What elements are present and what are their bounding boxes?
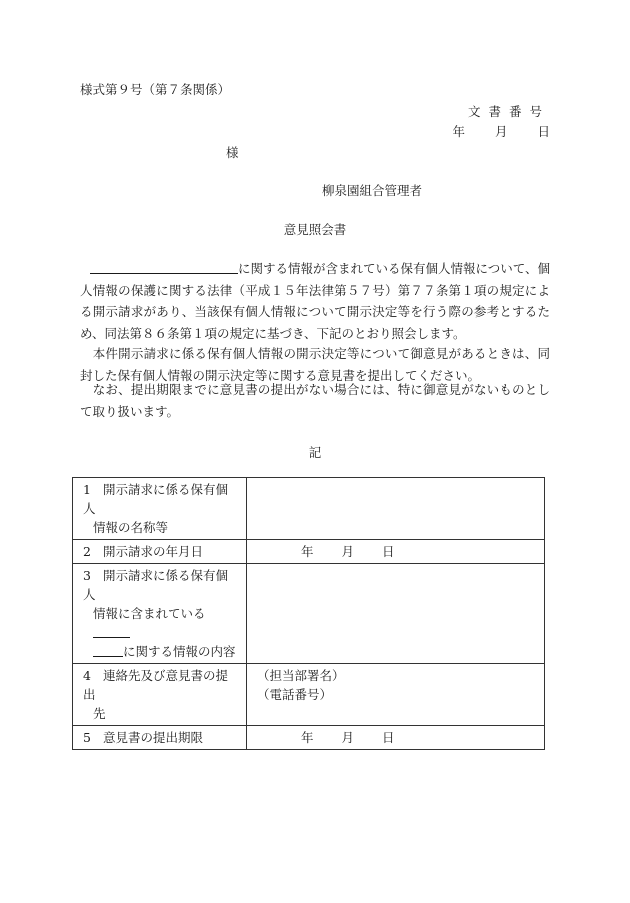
paragraph-1-text: に関する情報が含まれている保有個人情報について、個人情報の保護に関する法律（平成１５年法律第５７号）第７７条第１項の規定による開示請求があり、当該保有個人情報について開示決定等を行う際の参考とするため、同法第８６条第１項の規定に基づき、下記のとおり照会します。: [80, 261, 551, 341]
table-row: [73, 478, 545, 540]
row2-value: 年 月 日: [247, 540, 545, 564]
table-row: [73, 664, 545, 726]
row1-label: 1 開示請求に係る保有個人 情報の名称等: [73, 478, 247, 540]
row2-label: 2 開示請求の年月日: [73, 540, 247, 564]
paragraph-3: [80, 379, 550, 422]
document-number: 文書番号: [467, 104, 550, 119]
row5-label: 5 意見書の提出期限: [73, 726, 247, 750]
row1-value: [247, 478, 545, 540]
table-row: [73, 564, 545, 664]
table-row: [73, 540, 545, 564]
blank-line: [93, 624, 130, 638]
document-title: 意見照会書: [283, 222, 347, 237]
ki-heading: 記: [308, 445, 322, 460]
addressee: 様: [226, 145, 239, 160]
items-table: [72, 477, 545, 750]
form-number: 様式第９号（第７条関係）: [80, 82, 231, 97]
table-row: [73, 726, 545, 750]
paragraph-1: [80, 258, 550, 344]
blank-line: [90, 260, 238, 274]
paragraph-2-text: 本件開示請求に係る保有個人情報の開示決定等について御意見があるときは、同封した保有個人情報の開示決定等に関する意見書を提出してください。: [80, 346, 550, 383]
row3-value: [247, 564, 545, 664]
issue-date: [452, 122, 550, 140]
row4-label: 4 連絡先及び意見書の提出 先: [73, 664, 247, 726]
date-day: 日: [537, 124, 550, 139]
row4-value: （担当部署名） （電話番号）: [247, 664, 545, 726]
row3-label: 3 開示請求に係る保有個人 情報に含まれている に関する情報の内容: [73, 564, 247, 664]
date-year: 年: [452, 124, 465, 139]
blank-line: [93, 643, 123, 657]
sender: 柳泉園組合管理者: [322, 183, 423, 198]
date-month: 月: [494, 124, 508, 139]
paragraph-3-text: なお、提出期限までに意見書の提出がない場合には、特に御意見がないものとして取り扱います。: [80, 382, 550, 419]
row5-value: 年 月 日: [247, 726, 545, 750]
